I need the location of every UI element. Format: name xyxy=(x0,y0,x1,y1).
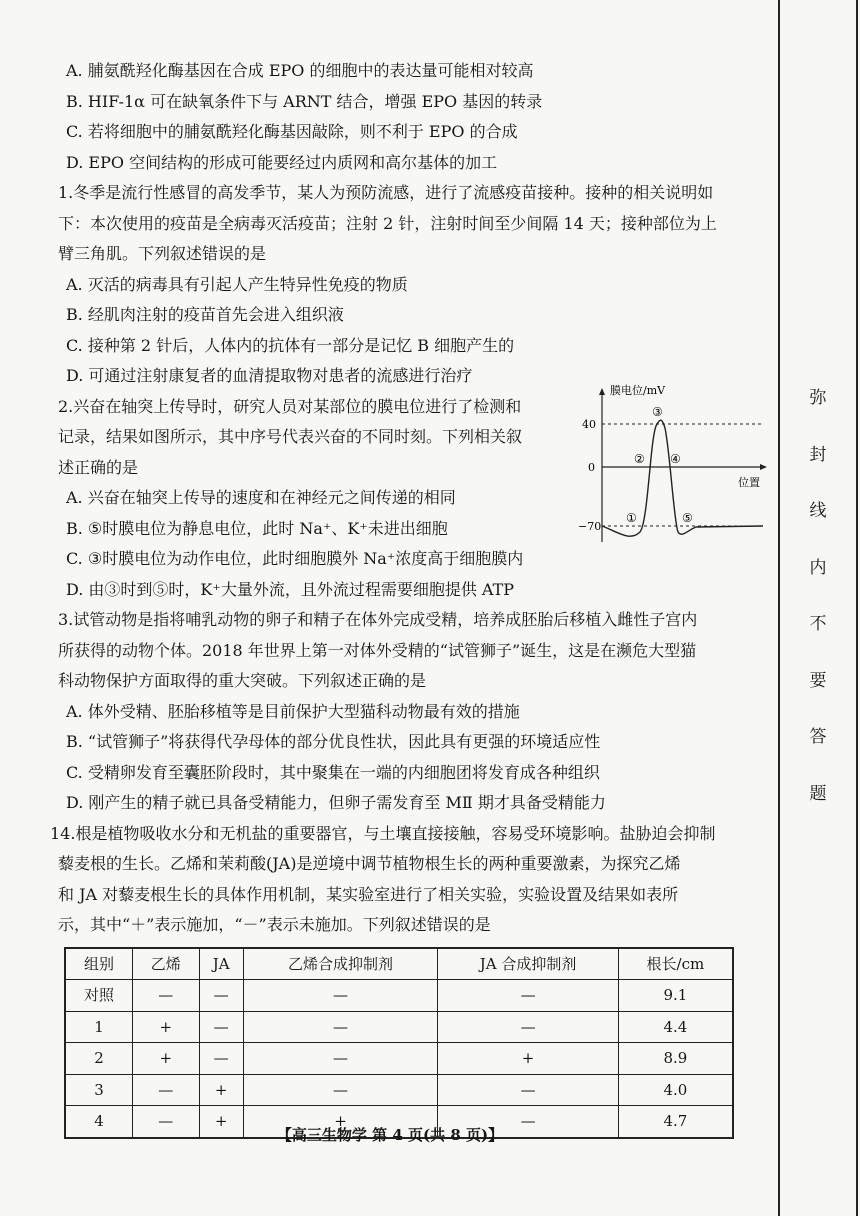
table-row xyxy=(65,1043,733,1075)
seal-char: 弥 xyxy=(809,388,827,408)
table-cell: — xyxy=(438,1106,618,1138)
table-cell: — xyxy=(199,1011,243,1043)
table-cell: 2 xyxy=(65,1043,132,1075)
question-13 xyxy=(58,605,758,819)
table-row xyxy=(65,1011,733,1043)
table-header-row xyxy=(65,948,733,980)
question-stem-line: 记录，结果如图所示，其中序号代表兴奋的不同时刻。下列相关叙 xyxy=(58,427,523,446)
table-cell: — xyxy=(132,980,199,1012)
table-cell: + xyxy=(438,1043,618,1075)
table-cell: + xyxy=(132,1043,199,1075)
option-c: C. ③时膜电位为动作电位，此时细胞膜外 Na⁺浓度高于细胞膜内 xyxy=(66,549,524,568)
question-number: 2. xyxy=(58,396,74,416)
point-4-label: ④ xyxy=(670,451,681,466)
option-b: B. HIF-1α 可在缺氧条件下与 ARNT 结合，增强 EPO 基因的转录 xyxy=(66,91,543,111)
table-row xyxy=(65,980,733,1012)
point-5-label: ⑤ xyxy=(682,510,693,525)
option-d: D. EPO 空间结构的形成可能要经过内质网和高尔基体的加工 xyxy=(66,152,498,172)
seal-char: 线 xyxy=(809,501,827,521)
table-cell: + xyxy=(199,1074,243,1106)
table-cell: + xyxy=(132,1011,199,1043)
question-content xyxy=(50,56,760,1139)
question-stem-line: 冬季是流行性感冒的高发季节，某人为预防流感，进行了流感疫苗接种。接种的相关说明如 xyxy=(73,183,714,202)
option-c: C. 若将细胞中的脯氨酰羟化酶基因敲除，则不利于 EPO 的合成 xyxy=(66,122,518,141)
table-cell: 4.7 xyxy=(618,1106,733,1138)
option-c: C. 接种第 2 针后，人体内的抗体有一部分是记忆 B 细胞产生的 xyxy=(66,335,515,355)
seal-char: 封 xyxy=(809,444,827,465)
table-cell: 4.4 xyxy=(618,1011,733,1043)
question-stem-line: 兴奋在轴突上传导时，研究人员对某部位的膜电位进行了检测和 xyxy=(73,396,522,416)
seal-char: 题 xyxy=(809,783,827,804)
tick-label-minus-70: −70 xyxy=(578,519,602,533)
option-b: B. ⑤时膜电位为静息电位，此时 Na⁺、K⁺未进出细胞 xyxy=(66,518,448,538)
question-number: 3. xyxy=(58,610,74,629)
question-stem-line: 藜麦根的生长。乙烯和茉莉酸(JA)是逆境中调节植物根生长的两种重要激素，为探究乙烯 xyxy=(58,854,681,873)
table-cell: — xyxy=(132,1074,199,1106)
table-cell: — xyxy=(132,1106,199,1138)
question-11 xyxy=(58,178,758,392)
option-a: A. 体外受精、胚胎移植等是目前保护大型猫科动物最有效的措施 xyxy=(66,701,520,721)
table-cell: + xyxy=(199,1106,243,1138)
question-14 xyxy=(50,819,758,1139)
question-stem-line: 科动物保护方面取得的重大突破。下列叙述正确的是 xyxy=(58,671,427,690)
option-b: B. “试管狮子”将获得代孕母体的部分优良性状，因此具有更强的环境适应性 xyxy=(66,732,601,751)
option-d: D. 可通过注射康复者的血清提取物对患者的流感进行治疗 xyxy=(66,366,473,385)
question-12 xyxy=(58,383,760,606)
x-axis-arrow xyxy=(760,464,767,470)
question-stem-line: 根是植物吸收水分和无机盐的重要器官，与土壤直接接触，容易受环境影响。盐胁迫会抑制 xyxy=(75,823,716,843)
option-a: A. 兴奋在轴突上传导的速度和在神经元之间传递的相同 xyxy=(66,488,456,507)
question-number: 1. xyxy=(58,183,74,202)
question-stem-line: 示，其中“＋”表示施加，“－”表示未施加。下列叙述错误的是 xyxy=(58,915,491,934)
table-cell: 3 xyxy=(65,1074,132,1106)
seal-strip xyxy=(778,0,860,1216)
membrane-potential-figure xyxy=(578,382,778,557)
option-a: A. 灭活的病毒具有引起人产生特异性免疫的物质 xyxy=(66,274,408,294)
seal-char: 内 xyxy=(809,557,827,578)
table-cell: — xyxy=(199,1043,243,1075)
header-group: 组别 xyxy=(65,948,132,980)
option-b: B. 经肌肉注射的疫苗首先会进入组织液 xyxy=(66,305,344,324)
question-stem-line: 试管动物是指将哺乳动物的卵子和精子在体外完成受精，培养成胚胎后移植入雌性子宫内 xyxy=(73,610,698,629)
question-stem-line: 述正确的是 xyxy=(58,457,139,477)
table-cell: — xyxy=(243,1043,438,1075)
question-stem-line: 所获得的动物个体。2018 年世界上第一对体外受精的“试管狮子”诞生，这是在濒危大型猫 xyxy=(58,640,697,660)
table-cell: 对照 xyxy=(65,980,132,1012)
table-cell: — xyxy=(243,980,438,1012)
option-d: D. 刚产生的精子就已具备受精能力，但卵子需发育至 MⅡ 期才具备受精能力 xyxy=(66,793,606,812)
seal-char: 不 xyxy=(809,614,827,634)
header-ethylene: 乙烯 xyxy=(132,948,199,980)
point-2-label: ② xyxy=(634,451,645,466)
tick-label-40: 40 xyxy=(582,417,596,431)
option-a: A. 脯氨酰羟化酶基因在合成 EPO 的细胞中的表达量可能相对较高 xyxy=(66,61,534,80)
tick-label-0: 0 xyxy=(588,460,595,474)
y-axis-arrow xyxy=(599,388,605,395)
point-1-label: ① xyxy=(626,510,637,525)
table-cell: 9.1 xyxy=(618,980,733,1012)
header-root-length: 根长/cm xyxy=(618,948,733,980)
header-ja-inhibitor: JA 合成抑制剂 xyxy=(438,948,618,980)
table-cell: + xyxy=(243,1106,438,1138)
seal-line-left xyxy=(778,0,780,1216)
prev-question-options xyxy=(58,56,758,178)
question-number: 14. xyxy=(50,823,76,843)
table-cell: — xyxy=(438,1074,618,1106)
option-c: C. 受精卵发育至囊胚阶段时，其中聚集在一端的内细胞团将发育成各种组织 xyxy=(66,762,600,782)
header-ethylene-inhibitor: 乙烯合成抑制剂 xyxy=(243,948,438,980)
table-cell: 8.9 xyxy=(618,1043,733,1075)
table-cell: 4 xyxy=(65,1106,132,1138)
x-axis-label: 位置 xyxy=(738,475,760,489)
seal-char: 答 xyxy=(809,727,827,747)
seal-text xyxy=(798,370,838,822)
seal-line-right xyxy=(856,0,858,1216)
table-cell: 1 xyxy=(65,1011,132,1043)
question-stem-line: 臂三角肌。下列叙述错误的是 xyxy=(58,244,267,263)
y-axis-label: 膜电位/mV xyxy=(610,383,666,397)
experiment-table xyxy=(64,947,734,1139)
table-cell: — xyxy=(438,1011,618,1043)
table-cell: — xyxy=(243,1074,438,1106)
seal-char: 要 xyxy=(809,670,827,691)
question-stem-line: 下：本次使用的疫苗是全病毒灭活疫苗；注射 2 针，注射时间至少间隔 14 天；接种部位为上 xyxy=(58,213,717,233)
option-d: D. 由③时到⑤时，K⁺大量外流，且外流过程需要细胞提供 ATP xyxy=(66,579,515,599)
question-stem-line: 和 JA 对藜麦根生长的具体作用机制，某实验室进行了相关实验，实验设置及结果如表所 xyxy=(58,884,679,904)
table-cell: — xyxy=(199,980,243,1012)
header-ja: JA xyxy=(199,948,243,980)
table-row xyxy=(65,1074,733,1106)
table-cell: — xyxy=(243,1011,438,1043)
point-3-label: ③ xyxy=(652,404,663,419)
table-cell: — xyxy=(438,980,618,1012)
table-cell: 4.0 xyxy=(618,1074,733,1106)
page-footer: 【高三生物学 第 4 页(共 8 页)】 xyxy=(276,1126,504,1144)
